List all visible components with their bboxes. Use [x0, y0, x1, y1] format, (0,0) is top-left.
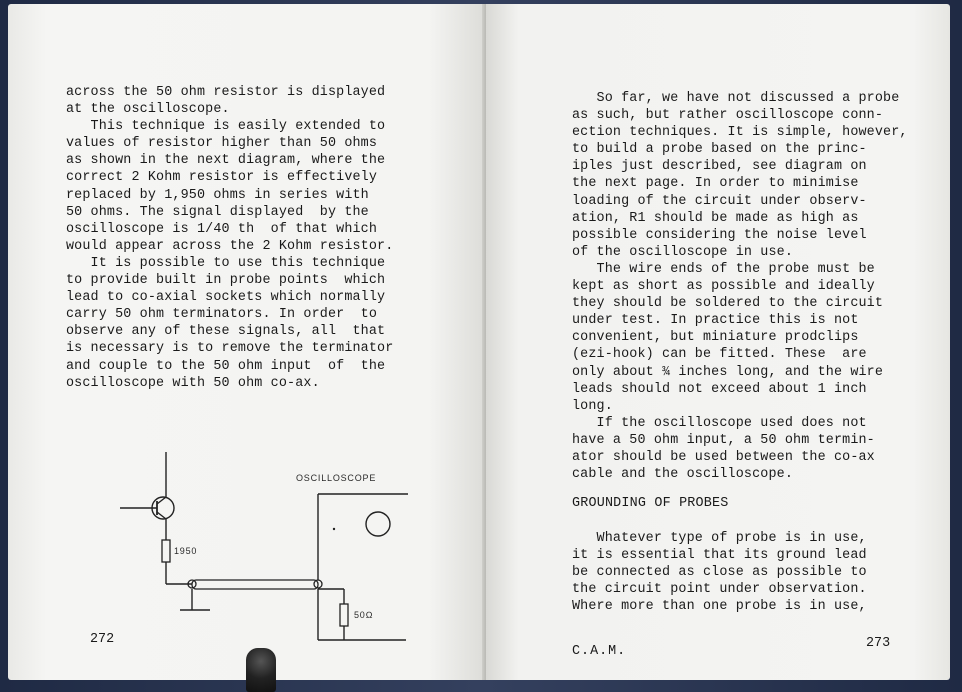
resistor-1950: [162, 540, 170, 562]
text-line: convenient, but miniature prodclips: [572, 330, 859, 346]
text-line: under test. In practice this is not: [572, 313, 859, 329]
resistor-50-ohm: [340, 604, 348, 626]
text-line: Where more than one probe is in use,: [572, 599, 867, 615]
text-line: it is essential that its ground lead: [572, 548, 867, 564]
resistor-50-label: 50Ω: [354, 610, 374, 620]
page-holder-knob: [246, 648, 276, 692]
text-line: iples just described, see diagram on: [572, 159, 867, 175]
text-line: oscilloscope with 50 ohm co-ax.: [66, 375, 320, 391]
text-line: at the oscilloscope.: [66, 102, 230, 118]
text-line: ection techniques. It is simple, however,: [572, 125, 908, 141]
text-line: (ezi-hook) can be fitted. These are: [572, 347, 867, 363]
text-line: have a 50 ohm input, a 50 ohm termin-: [572, 432, 875, 448]
text-line: cable and the oscilloscope.: [572, 467, 794, 483]
text-line: So far, we have not discussed a probe: [572, 91, 900, 106]
text-line: leads should not exceed about 1 inch: [572, 381, 867, 397]
text-line: would appear across the 2 Kohm resistor.: [66, 238, 394, 254]
text-line: ation, R1 should be made as high as: [572, 210, 859, 226]
text-line: only about ¾ inches long, and the wire: [572, 364, 884, 380]
text-line: they should be soldered to the circuit: [572, 296, 884, 312]
text-line: as shown in the next diagram, where the: [66, 153, 386, 169]
text-line: observe any of these signals, all that: [66, 324, 386, 340]
text-line: correct 2 Kohm resistor is effectively: [66, 170, 378, 186]
text-line: and couple to the 50 ohm input of the: [66, 358, 386, 374]
text-line: loading of the circuit under observ-: [572, 193, 867, 209]
text-line: oscilloscope is 1/40 th of that which: [66, 221, 378, 237]
resistor-1950-label: 1950: [174, 546, 198, 556]
right-page: [486, 4, 950, 680]
footer-signature: C.A.M.: [572, 644, 627, 659]
text-line: the next page. In order to minimise: [572, 176, 859, 192]
text-line: long.: [572, 398, 613, 414]
left-page-body: [66, 84, 393, 392]
text-line: carry 50 ohm terminators. In order to: [66, 307, 378, 323]
text-line: be connected as close as possible to: [572, 565, 867, 581]
text-line: as such, but rather oscilloscope conn-: [572, 108, 884, 124]
right-page-body: [572, 90, 908, 483]
text-line: is necessary is to remove the terminator: [66, 341, 394, 357]
text-line: the circuit point under observation.: [572, 582, 867, 598]
text-line: kept as short as possible and ideally: [572, 279, 875, 295]
text-line: values of resistor higher than 50 ohms: [66, 136, 378, 152]
text-line: replaced by 1,950 ohms in series with: [66, 187, 369, 203]
text-line: of the oscilloscope in use.: [572, 244, 794, 260]
text-line: across the 50 ohm resistor is displayed: [66, 85, 386, 100]
circuit-diagram: [108, 444, 408, 654]
right-page-number: 273: [866, 636, 891, 651]
left-page-number: 272: [90, 632, 115, 647]
coax-cable: [192, 580, 318, 589]
oscilloscope-label: OSCILLOSCOPE: [296, 473, 377, 483]
text-line: 50 ohms. The signal displayed by the: [66, 204, 369, 220]
text-line: It is possible to use this technique: [66, 255, 386, 271]
text-line: Whatever type of probe is in use,: [572, 531, 867, 546]
left-page: [8, 4, 486, 680]
text-line: If the oscilloscope used does not: [572, 415, 867, 431]
text-line: The wire ends of the probe must be: [572, 261, 875, 277]
text-line: lead to co-axial sockets which normally: [66, 290, 386, 306]
oscilloscope-input-socket: [366, 512, 390, 536]
section-heading: GROUNDING OF PROBES: [572, 496, 729, 511]
right-page-body-continued: [572, 530, 867, 615]
text-line: to provide built in probe points which: [66, 273, 386, 289]
text-line: possible considering the noise level: [572, 227, 867, 243]
text-line: ator should be used between the co-ax: [572, 449, 875, 465]
text-line: This technique is easily extended to: [66, 119, 386, 135]
text-line: to build a probe based on the princ-: [572, 142, 867, 158]
